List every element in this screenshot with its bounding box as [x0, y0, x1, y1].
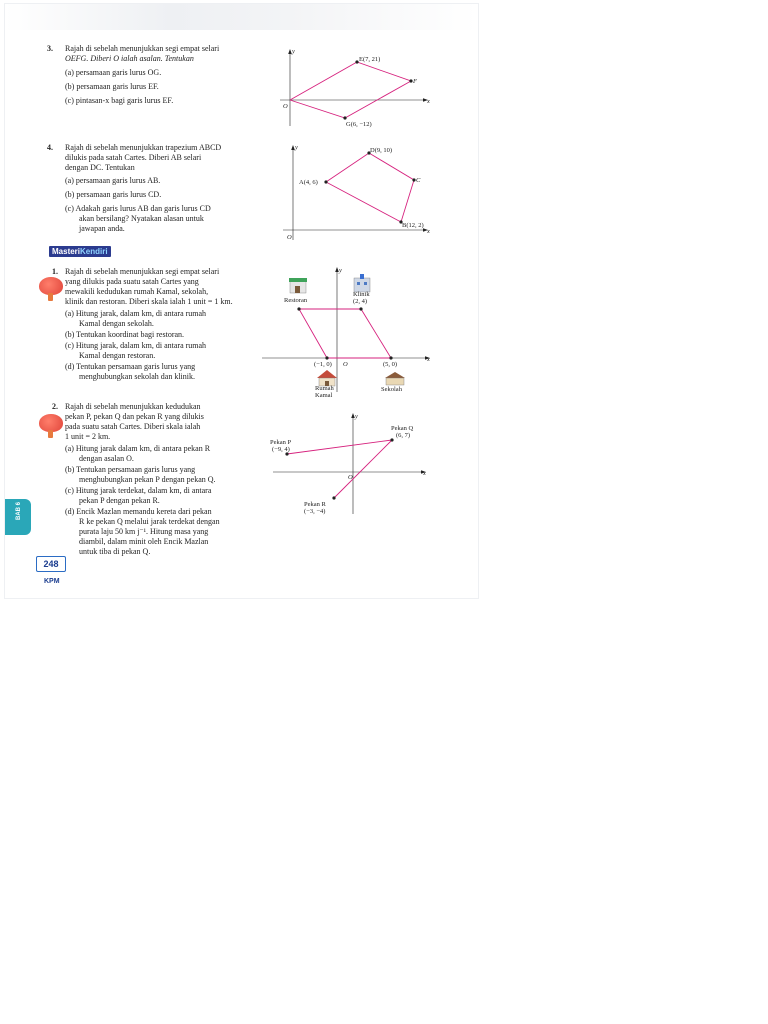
m2-p-label: Pekan P: [270, 439, 292, 446]
point-q: [390, 438, 393, 441]
m1-graph: [257, 264, 437, 400]
q3-label-g: G(6, −12): [346, 121, 372, 128]
m2-part-d4: diambil, dalam minit oleh Encik Mazlan: [79, 537, 209, 546]
m1-kamal-label: Kamal: [315, 392, 333, 399]
q4-part-c1: (c) Adakah garis lurus AB dan garis lurus CD: [65, 204, 211, 213]
q3-part-c: (c) pintasan-x bagi garis lurus EF.: [65, 96, 174, 105]
q4-line2: dilukis pada satah Cartes. Diberi AB selari: [65, 153, 202, 162]
parallelogram-m1: [299, 309, 391, 358]
q4-label-d: D(9, 10): [370, 147, 393, 154]
m2-r-label: Pekan R: [304, 501, 326, 508]
q3-origin: O: [283, 103, 288, 110]
point-g: [343, 116, 346, 119]
rumah-icon: [317, 370, 337, 386]
textbook-page: [5, 4, 478, 598]
m1-point2-label: (5, 0): [383, 361, 398, 368]
q3-part-a: (a) persamaan garis lurus OG.: [65, 68, 162, 77]
m2-part-a1: (a) Hitung jarak dalam km, di antara pekan R: [65, 444, 211, 453]
klinik-icon: [354, 274, 370, 292]
brain-stem-icon: [48, 293, 53, 301]
m2-part-b1: (b) Tentukan persamaan garis lurus yang: [65, 465, 196, 474]
m2-origin: O: [348, 474, 353, 481]
m1-line2: yang dilukis pada suatu satah Cartes yang: [65, 277, 199, 286]
m1-klinik-label: Klinik: [353, 291, 370, 298]
m2-graph: [263, 408, 433, 520]
m2-part-d3: purata laju 50 km j⁻¹. Hitung masa yang: [79, 527, 209, 536]
q3-label-f: F: [413, 78, 417, 85]
q4-part-c3: jawapan anda.: [79, 224, 125, 233]
q4-part-a: (a) persamaan garis lurus AB.: [65, 176, 161, 185]
m2-y-label: y: [355, 413, 358, 420]
q4-label-a: A(4, 6): [299, 179, 318, 186]
m1-line4: klinik dan restoran. Diberi skala ialah 1 unit = 1 km.: [65, 297, 233, 306]
m2-part-d2: R ke pekan Q melalui jarak terdekat dengan: [79, 517, 220, 526]
sekolah-icon: [385, 372, 405, 385]
chapter-tab-label: BAB 6: [16, 501, 22, 520]
m1-y-label: y: [339, 267, 342, 274]
m1-part-a1: (a) Hitung jarak, dalam km, di antara rumah: [65, 309, 207, 318]
badge-part1: Masteri: [52, 247, 81, 256]
page-number: 248: [36, 556, 66, 572]
m1-klinik-coord: (2, 4): [353, 298, 368, 305]
m2-part-a2: dengan asalan O.: [79, 454, 134, 463]
q3-graph: [275, 44, 435, 129]
masteri-kendiri-badge: [49, 246, 111, 257]
line-rq: [334, 440, 392, 498]
kpm-logo: KPM: [44, 578, 60, 585]
q3-x-label: x: [427, 98, 430, 105]
q3-y-label: y: [292, 48, 295, 55]
q4-label-c: C: [416, 177, 421, 184]
q4-part-c2: akan bersilang? Nyatakan alasan untuk: [79, 214, 204, 223]
m2-p-coord: (−9, 4): [272, 446, 290, 453]
q4-y-label: y: [295, 144, 298, 151]
q3-label-e: E(7, 21): [359, 56, 381, 63]
m2-number: 2.: [52, 402, 58, 411]
q3-number: 3.: [47, 44, 53, 53]
m2-part-d5: untuk tiba di pekan Q.: [79, 547, 151, 556]
m2-r-coord: (−3, −4): [304, 508, 326, 515]
m1-number: 1.: [52, 267, 58, 276]
q4-line1: Rajah di sebelah menunjukkan trapezium ABCD: [65, 143, 222, 152]
m1-part-a2: Kamal dengan sekolah.: [79, 319, 154, 328]
m1-line1: Rajah di sebelah menunjukkan segi empat selari: [65, 267, 220, 276]
m2-q-label: Pekan Q: [391, 425, 414, 432]
brain-stem-icon-2: [48, 430, 53, 438]
point-klinik: [359, 307, 362, 310]
q3-line2: OEFG. Diberi O ialah asalan. Tentukan: [65, 54, 194, 63]
point-r: [332, 496, 335, 499]
m2-line1: Rajah di sebelah menunjukkan kedudukan: [65, 402, 201, 411]
q4-part-b: (b) persamaan garis lurus CD.: [65, 190, 162, 199]
m1-part-b1: (b) Tentukan koordinat bagi restoran.: [65, 330, 185, 339]
m1-part-d2: menghubungkan sekolah dan klinik.: [79, 372, 195, 381]
m2-line3: pada suatu satah Cartes. Diberi skala ialah: [65, 422, 201, 431]
m1-point1-label: (−1, 0): [314, 361, 332, 368]
m1-rumah-label: Rumah: [315, 385, 334, 392]
m2-part-d1: (d) Encik Mazlan memandu kereta dari pekan: [65, 507, 212, 516]
q4-number: 4.: [47, 143, 53, 152]
m2-q-coord: (6, 7): [396, 432, 411, 439]
m2-line4: 1 unit = 2 km.: [65, 432, 111, 441]
m1-restoran-label: Restoran: [284, 297, 308, 304]
q3-part-b: (b) persamaan garis lurus EF.: [65, 82, 159, 91]
q4-label-b: B(12, 2): [402, 222, 424, 229]
m2-part-c1: (c) Hitung jarak terdekat, dalam km, di antara: [65, 486, 212, 495]
m1-part-d1: (d) Tentukan persamaan garis lurus yang: [65, 362, 196, 371]
m2-part-c2: pekan P dengan pekan R.: [79, 496, 160, 505]
q4-x-label: x: [427, 228, 430, 235]
line-pq: [287, 440, 392, 454]
top-band: [5, 4, 478, 30]
m2-x-label: x: [423, 470, 426, 477]
q3-line1: Rajah di sebelah menunjukkan segi empat selari: [65, 44, 220, 53]
q4-graph: [275, 140, 435, 244]
point-a: [324, 180, 327, 183]
m1-origin: O: [343, 361, 348, 368]
m1-line3: mewakili kedudukan rumah Kamal, sekolah,: [65, 287, 209, 296]
m1-part-c1: (c) Hitung jarak, dalam km, di antara rumah: [65, 341, 207, 350]
m1-x-label: x: [427, 356, 430, 363]
q4-line3: dengan DC. Tentukan: [65, 163, 135, 172]
m1-part-c2: Kamal dengan restoran.: [79, 351, 156, 360]
point-sekolah: [389, 356, 392, 359]
m2-part-b2: menghubungkan pekan P dengan pekan Q.: [79, 475, 216, 484]
parallelogram-oefg: [290, 62, 411, 118]
q4-origin: O: [287, 234, 292, 241]
m1-sekolah-label: Sekolah: [381, 386, 402, 393]
trapezium-abcd: [326, 153, 414, 222]
badge-part2: Kendiri: [80, 247, 108, 256]
restoran-icon: [289, 278, 307, 293]
point-rumah: [325, 356, 328, 359]
point-restoran: [297, 307, 300, 310]
m2-line2: pekan P, pekan Q dan pekan R yang dilukis: [65, 412, 204, 421]
